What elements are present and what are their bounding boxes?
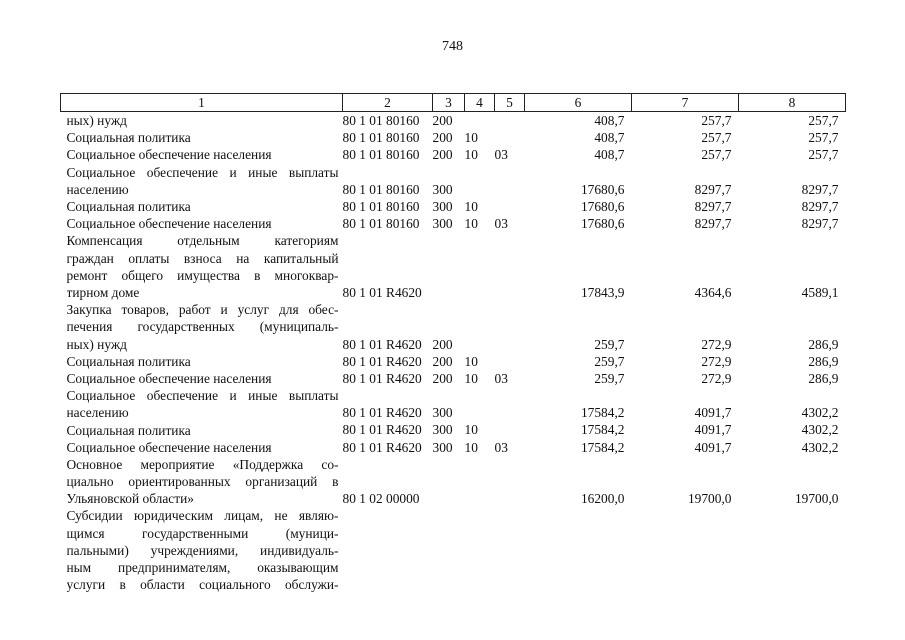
row-code: 80 1 01 R4620 — [342, 353, 422, 369]
row-value-7: 4091,7 — [694, 439, 732, 455]
row-value-6: 17584,2 — [580, 439, 625, 455]
row-col-4 — [465, 232, 495, 301]
row-value-6: 16200,0 — [580, 491, 625, 507]
row-col-5 — [495, 129, 525, 146]
row-value-8: 8297,7 — [801, 198, 839, 214]
row-value-8: 4302,2 — [801, 439, 839, 455]
row-value-6: 17680,6 — [580, 198, 625, 214]
row-value-8: 286,9 — [808, 370, 839, 386]
row-code: 80 1 01 R4620 — [342, 439, 422, 455]
header-col-7: 7 — [632, 94, 739, 112]
row-col-4: 10 — [464, 130, 478, 146]
header-col-1: 1 — [61, 94, 343, 112]
row-value-8: 4302,2 — [801, 422, 839, 438]
row-value-7: 4364,6 — [694, 284, 732, 300]
row-name-line: населению — [66, 181, 129, 197]
row-code: 80 1 01 80160 — [342, 216, 420, 232]
row-name — [61, 129, 343, 146]
row-value-6: 408,7 — [594, 147, 625, 163]
row-col-5 — [495, 507, 525, 593]
table-header — [61, 94, 846, 112]
table-row — [61, 198, 846, 215]
row-col-5: 03 — [494, 439, 508, 455]
row-name — [61, 215, 343, 232]
row-code: 80 1 01 R4620 — [342, 422, 422, 438]
table-row — [61, 215, 846, 232]
table-row — [61, 112, 846, 130]
row-value-6: 17843,9 — [580, 284, 625, 300]
row-col-3: 300 — [432, 181, 453, 197]
row-col-5 — [495, 456, 525, 508]
table-row — [61, 232, 846, 301]
row-name-line: Социальное обеспечение населения — [66, 216, 272, 232]
row-value-8: 8297,7 — [801, 216, 839, 232]
row-code: 80 1 01 R4620 — [342, 284, 422, 300]
row-value-7: 8297,7 — [694, 181, 732, 197]
row-col-4: 10 — [464, 439, 478, 455]
table-body — [61, 112, 846, 594]
row-name-line: населению — [66, 405, 129, 421]
row-col-3: 300 — [432, 216, 453, 232]
row-value-7: 19700,0 — [687, 491, 732, 507]
row-value-8: 286,9 — [808, 336, 839, 352]
budget-table — [60, 93, 846, 593]
header-col-5: 5 — [495, 94, 525, 112]
table-row — [61, 421, 846, 438]
row-col-5: 03 — [494, 147, 508, 163]
row-name-line: услуги в области социального обслужи- — [66, 577, 339, 593]
row-code: 80 1 01 80160 — [342, 198, 420, 214]
row-col-5 — [495, 198, 525, 215]
row-name-line: печения государственных (муниципаль- — [66, 319, 339, 335]
row-value-7 — [632, 507, 739, 593]
row-name-line: ремонт общего имущества в многоквар- — [66, 267, 339, 283]
row-col-3: 200 — [432, 336, 453, 352]
table-row — [61, 456, 846, 508]
row-name — [61, 353, 343, 370]
row-value-6: 259,7 — [594, 336, 625, 352]
row-code: 80 1 01 R4620 — [342, 336, 422, 352]
row-name-line: пальными) учреждениями, индивидуаль- — [66, 542, 339, 558]
row-value-6: 17680,6 — [580, 181, 625, 197]
row-name — [61, 232, 343, 301]
row-col-4 — [465, 507, 495, 593]
table-row — [61, 370, 846, 387]
row-name-line: Социальная политика — [66, 422, 191, 438]
row-name-line: Социальное обеспечение и иные выплаты — [66, 164, 339, 180]
page-number: 748 — [442, 39, 463, 54]
header-row — [61, 94, 846, 112]
header-col-8: 8 — [739, 94, 846, 112]
header-col-6: 6 — [525, 94, 632, 112]
row-col-4: 10 — [464, 422, 478, 438]
row-name-line: Субсидии юридическим лицам, не являю- — [66, 508, 339, 524]
row-name — [61, 370, 343, 387]
row-col-5 — [495, 232, 525, 301]
row-value-7: 272,9 — [701, 370, 732, 386]
row-col-4: 10 — [464, 370, 478, 386]
row-col-4 — [465, 164, 495, 198]
row-value-6 — [525, 507, 632, 593]
row-col-3: 200 — [432, 147, 453, 163]
table-row — [61, 301, 846, 353]
row-name-line: Социальное обеспечение населения — [66, 370, 272, 386]
row-name-line: ных) нужд — [66, 113, 127, 129]
row-col-4 — [465, 301, 495, 353]
row-name-line: Социальная политика — [66, 130, 191, 146]
row-value-8: 8297,7 — [801, 181, 839, 197]
row-col-3: 200 — [432, 113, 453, 128]
row-name-line: Социальное обеспечение и иные выплаты — [66, 388, 339, 404]
row-name-line: граждан оплаты взноса на капитальный — [66, 250, 339, 266]
row-name — [61, 198, 343, 215]
row-value-6: 17680,6 — [580, 216, 625, 232]
row-col-3: 200 — [432, 130, 453, 146]
row-name — [61, 507, 343, 593]
row-name-line: Социальная политика — [66, 199, 191, 214]
row-col-3 — [433, 507, 465, 593]
row-col-3: 300 — [432, 422, 453, 438]
row-code: 80 1 01 80160 — [342, 130, 420, 146]
row-value-7: 8297,7 — [694, 198, 732, 214]
table-row — [61, 387, 846, 421]
row-code — [343, 507, 433, 593]
row-col-4 — [465, 387, 495, 421]
row-code: 80 1 01 80160 — [342, 181, 420, 197]
row-col-5 — [495, 353, 525, 370]
row-name — [61, 387, 343, 421]
row-name-line: Компенсация отдельным категориям — [66, 233, 339, 249]
row-value-8: 257,7 — [808, 130, 839, 146]
row-col-3 — [433, 232, 465, 301]
row-name-line: щимся государственными (муници- — [66, 525, 339, 541]
row-value-6: 17584,2 — [580, 405, 625, 421]
row-name-line: Основное мероприятие «Поддержка со- — [66, 456, 339, 472]
row-col-3 — [433, 456, 465, 508]
row-col-5 — [495, 112, 525, 130]
row-value-8: 257,7 — [808, 113, 839, 128]
row-name — [61, 146, 343, 163]
row-col-3: 300 — [432, 405, 453, 421]
row-value-8: 257,7 — [808, 147, 839, 163]
row-value-6: 408,7 — [594, 130, 625, 146]
row-value-8: 286,9 — [808, 353, 839, 369]
row-value-7: 257,7 — [701, 113, 732, 128]
row-col-4: 10 — [464, 147, 478, 163]
row-col-4 — [465, 456, 495, 508]
table-row — [61, 164, 846, 198]
row-col-5 — [495, 164, 525, 198]
table-row — [61, 353, 846, 370]
table-row — [61, 146, 846, 163]
row-name — [61, 421, 343, 438]
row-name-line: ных) нужд — [66, 336, 127, 352]
row-value-7: 272,9 — [701, 336, 732, 352]
row-value-8: 4302,2 — [801, 405, 839, 421]
row-value-6: 259,7 — [594, 353, 625, 369]
row-col-5: 03 — [494, 370, 508, 386]
row-value-7: 257,7 — [701, 130, 732, 146]
row-col-3: 200 — [432, 353, 453, 369]
row-name-line: Социальное обеспечение населения — [66, 439, 272, 455]
row-col-5 — [495, 387, 525, 421]
table-row — [61, 439, 846, 456]
row-col-4: 10 — [464, 198, 478, 214]
row-value-8: 4589,1 — [801, 284, 839, 300]
row-value-7: 4091,7 — [694, 405, 732, 421]
row-name-line: Закупка товаров, работ и услуг для обес- — [66, 302, 339, 318]
row-col-4 — [465, 112, 495, 130]
row-value-7: 4091,7 — [694, 422, 732, 438]
budget-table-container — [60, 93, 845, 593]
row-name — [61, 112, 343, 130]
row-name-line: Социальное обеспечение населения — [66, 147, 272, 163]
row-value-6: 259,7 — [594, 370, 625, 386]
row-name-line: Ульяновской области» — [66, 491, 194, 507]
row-name-line: Социальная политика — [66, 353, 191, 369]
row-value-8: 19700,0 — [794, 491, 839, 507]
row-col-4: 10 — [464, 216, 478, 232]
row-value-6: 408,7 — [594, 113, 625, 128]
table-row — [61, 129, 846, 146]
row-name-line: ным предпринимателям, оказывающим — [66, 560, 339, 576]
row-col-3: 300 — [432, 439, 453, 455]
row-col-4: 10 — [464, 353, 478, 369]
row-value-7: 272,9 — [701, 353, 732, 369]
row-name — [61, 439, 343, 456]
row-name-line: циально ориентированных организаций в — [66, 474, 339, 490]
row-value-7: 8297,7 — [694, 216, 732, 232]
row-col-5 — [495, 301, 525, 353]
row-col-3: 300 — [432, 198, 453, 214]
row-name — [61, 301, 343, 353]
row-col-5 — [495, 421, 525, 438]
header-col-2: 2 — [343, 94, 433, 112]
row-code: 80 1 01 80160 — [342, 147, 420, 163]
row-value-6: 17584,2 — [580, 422, 625, 438]
row-name — [61, 456, 343, 508]
table-row — [61, 507, 846, 593]
row-code: 80 1 02 00000 — [342, 491, 420, 507]
row-code: 80 1 01 R4620 — [342, 405, 422, 421]
header-col-4: 4 — [465, 94, 495, 112]
row-code: 80 1 01 80160 — [342, 113, 420, 128]
row-name — [61, 164, 343, 198]
row-name-line: тирном доме — [66, 284, 140, 300]
row-code: 80 1 01 R4620 — [342, 370, 422, 386]
row-value-7: 257,7 — [701, 147, 732, 163]
header-col-3: 3 — [433, 94, 465, 112]
row-value-8 — [739, 507, 846, 593]
row-col-5: 03 — [494, 216, 508, 232]
row-col-3: 200 — [432, 370, 453, 386]
